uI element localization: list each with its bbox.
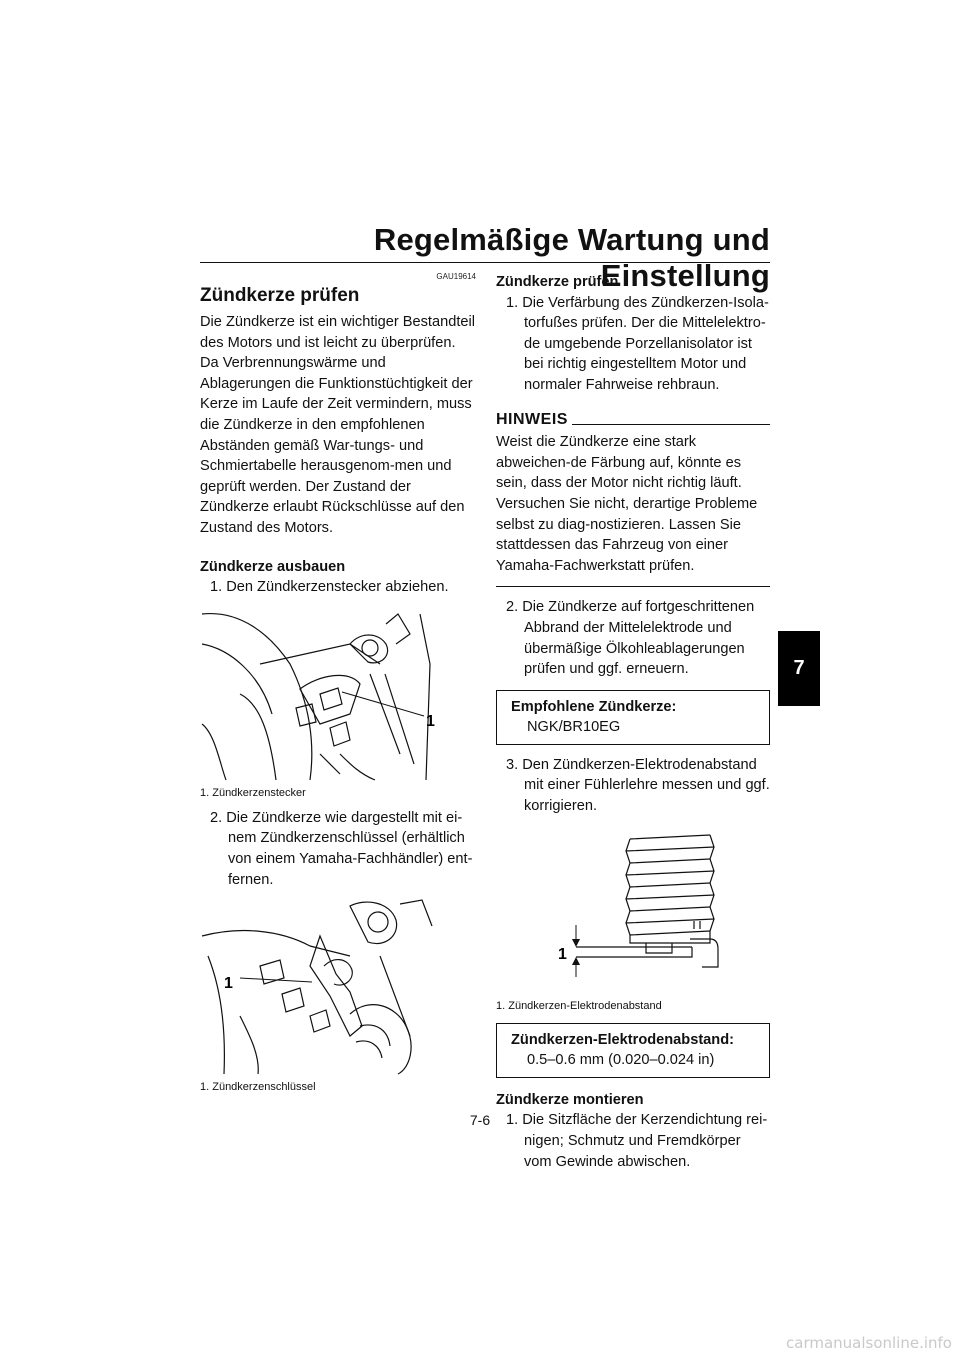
spark-plug-wrench-illustration — [200, 896, 436, 1076]
notice-end-rule — [496, 586, 770, 587]
check-step-3: 3. Den Zündkerzen-Elektrodenabstand mit einer Fühlerlehre messen und ggf. korrigieren. — [506, 756, 770, 815]
page-number: 7-6 — [469, 1112, 491, 1128]
intro-paragraph: Die Zündkerze ist ein wichtiger Bestandteil des Motors und ist leicht zu überprüfen. Da Verbrennungswärme und Ablagerungen die Funktionstüchtigkeit der Kerze im Laufe der Zeit vermindern, muss die Zündkerze in den empfohlenen Abständen gemäß War-tungs- und Schmiertabelle herausgenom-men und geprüft werden. Der Zustand der Zündkerze erlaubt Rückschlüsse auf den Zustand des Motors. — [200, 314, 475, 536]
figure-2-caption: 1. Zündkerzenschlüssel — [200, 1081, 316, 1094]
figure-2-callout: 1 — [224, 975, 233, 993]
notice-text: Weist die Zündkerze eine stark abweichen-de Färbung auf, könnte es sein, dass der Motor nicht richtig läuft. Versuchen Sie nicht, derartige Probleme selbst zu diag-nostizieren. Lassen Sie stattdessen das Fahrzeug von einer Yamaha-Fachwerkstatt prüfen. — [496, 434, 758, 574]
spark-plug-cap-illustration — [200, 604, 436, 782]
page-header-title: Regelmäßige Wartung und Einstellung — [373, 222, 770, 293]
remove-heading: Zündkerze ausbauen — [200, 558, 346, 575]
notice-title: HINWEIS — [496, 410, 568, 428]
electrode-gap-illustration — [496, 829, 756, 979]
install-step-1: 1. Die Sitzfläche der Kerzendichtung rei-nigen; Schmutz und Fremdkörper vom Gewinde abwischen. — [506, 1112, 768, 1170]
chapter-tab: 7 — [778, 631, 820, 706]
install-heading: Zündkerze montieren — [496, 1091, 644, 1108]
watermark: carmanualsonline.info — [786, 1334, 952, 1352]
notice-header — [496, 410, 770, 431]
check-step-2: 2. Die Zündkerze auf fortgeschrittenen Abbrand der Mittelelektrode und übermäßige Ölkohleablagerungen prüfen und ggf. erneuern. — [506, 599, 755, 678]
electrode-gap-label: Zündkerzen-Elektrodenabstand: — [511, 1031, 734, 1048]
recommended-plug-value: NGK/BR10EG — [527, 719, 621, 736]
check-heading: Zündkerze prüfen — [496, 274, 619, 290]
recommended-plug-box — [496, 690, 770, 745]
electrode-gap-box — [496, 1023, 770, 1078]
figure-1-callout: 1 — [426, 712, 435, 730]
figure-3-caption: 1. Zündkerzen-Elektrodenabstand — [496, 999, 662, 1012]
remove-step-1: 1. Den Zündkerzenstecker abziehen. — [210, 579, 449, 596]
check-step-1: 1. Die Verfärbung des Zündkerzen-Isola-torfußes prüfen. Der die Mittelelektro-de umgebende Porzellanisolator ist bei richtig eingestelltem Motor und normaler Fahrweise rehbraun. — [506, 294, 769, 393]
electrode-gap-value: 0.5–0.6 mm (0.020–0.024 in) — [527, 1052, 715, 1069]
document-code: GAU19614 — [436, 272, 476, 281]
left-column — [200, 272, 476, 1102]
recommended-plug-label: Empfohlene Zündkerze: — [511, 698, 677, 715]
figure-1-caption: 1. Zündkerzenstecker — [200, 786, 306, 799]
remove-step-2: 2. Die Zündkerze wie dargestellt mit ei-nem Zündkerzenschlüssel (erhältlich von einem Yamaha-Fachhändler) ent-fernen. — [210, 809, 473, 888]
right-column — [496, 272, 770, 1172]
header-rule — [200, 262, 770, 263]
figure-3-callout: 1 — [558, 945, 567, 963]
section-title: Zündkerze prüfen — [200, 285, 360, 306]
notice-rule — [572, 424, 770, 425]
